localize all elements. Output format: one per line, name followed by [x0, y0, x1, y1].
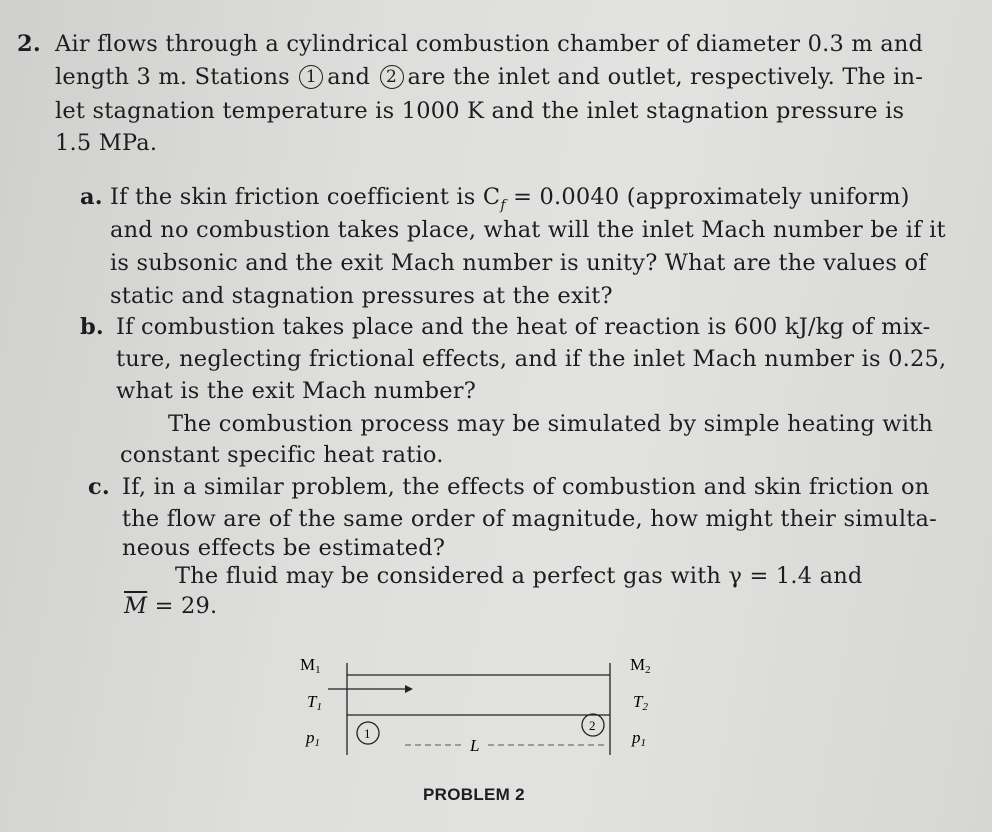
- part-a-text-1: If the skin friction coefficient is C: [110, 184, 501, 210]
- intro-line-2-post: are the inlet and outlet, respectively. The in-: [407, 64, 924, 90]
- part-a-text-1b: = 0.0040 (approximately uniform): [505, 184, 910, 210]
- flow-arrow-icon: [405, 685, 413, 693]
- label-T1: T1: [307, 692, 322, 713]
- part-c-line-4: The fluid may be considered a perfect gas with γ = 1.4 and: [175, 563, 863, 589]
- part-b-line-2: ture, neglecting frictional effects, and if the inlet Mach number is 0.25,: [116, 346, 947, 372]
- intro-line-2-pre: length 3 m. Stations: [55, 64, 290, 90]
- molar-mass-symbol: $\overline{M}$: [124, 593, 148, 619]
- intro-line-1: Air flows through a cylindrical combustion chamber of diameter 0.3 m and: [55, 31, 924, 57]
- label-p2: p1: [632, 728, 646, 749]
- part-c-label: c.: [88, 474, 110, 500]
- combustion-chamber-diagram: [280, 645, 700, 775]
- part-b-line-5: constant specific heat ratio.: [120, 442, 444, 468]
- part-b-line-3: what is the exit Mach number?: [116, 378, 476, 404]
- intro-line-2: [55, 63, 923, 91]
- part-a-label: a.: [80, 184, 103, 210]
- part-b-line-1: If combustion takes place and the heat of reaction is 600 kJ/kg of mix-: [116, 314, 931, 340]
- station-2-marker: 2: [380, 65, 404, 89]
- part-a-line-3: is subsonic and the exit Mach number is unity? What are the values of: [110, 250, 927, 276]
- part-c-line-5: [124, 592, 217, 620]
- part-a-line-2: and no combustion takes place, what will the inlet Mach number be if it: [110, 217, 946, 243]
- part-a-line-1: [110, 183, 910, 220]
- intro-line-4: 1.5 MPa.: [55, 130, 158, 156]
- problem-number: 2.: [17, 31, 41, 57]
- figure-caption: PROBLEM 2: [423, 785, 525, 804]
- station-1-number: 1: [364, 726, 371, 741]
- label-M2: M2: [630, 655, 651, 676]
- station-2-number: 2: [589, 718, 596, 733]
- intro-line-2-mid: and: [327, 64, 371, 90]
- label-T2: T2: [633, 692, 648, 713]
- intro-line-3: let stagnation temperature is 1000 K and the inlet stagnation pressure is: [55, 98, 905, 124]
- part-b-line-4: The combustion process may be simulated by simple heating with: [168, 411, 934, 437]
- part-c-line-1: If, in a similar problem, the effects of combustion and skin friction on: [122, 474, 930, 500]
- station-1-marker: 1: [299, 65, 323, 89]
- part-c-text-5: = 29.: [147, 593, 218, 619]
- cf-subscript: f: [500, 197, 506, 214]
- part-c-line-3: neous effects be estimated?: [122, 535, 446, 561]
- part-c-line-2: the flow are of the same order of magnitude, how might their simulta-: [122, 506, 937, 532]
- label-M1: M1: [300, 655, 321, 676]
- part-a-line-4: static and stagnation pressures at the exit?: [110, 283, 613, 309]
- part-b-label: b.: [80, 314, 104, 340]
- length-label: L: [470, 736, 480, 755]
- label-p1: p1: [306, 728, 320, 749]
